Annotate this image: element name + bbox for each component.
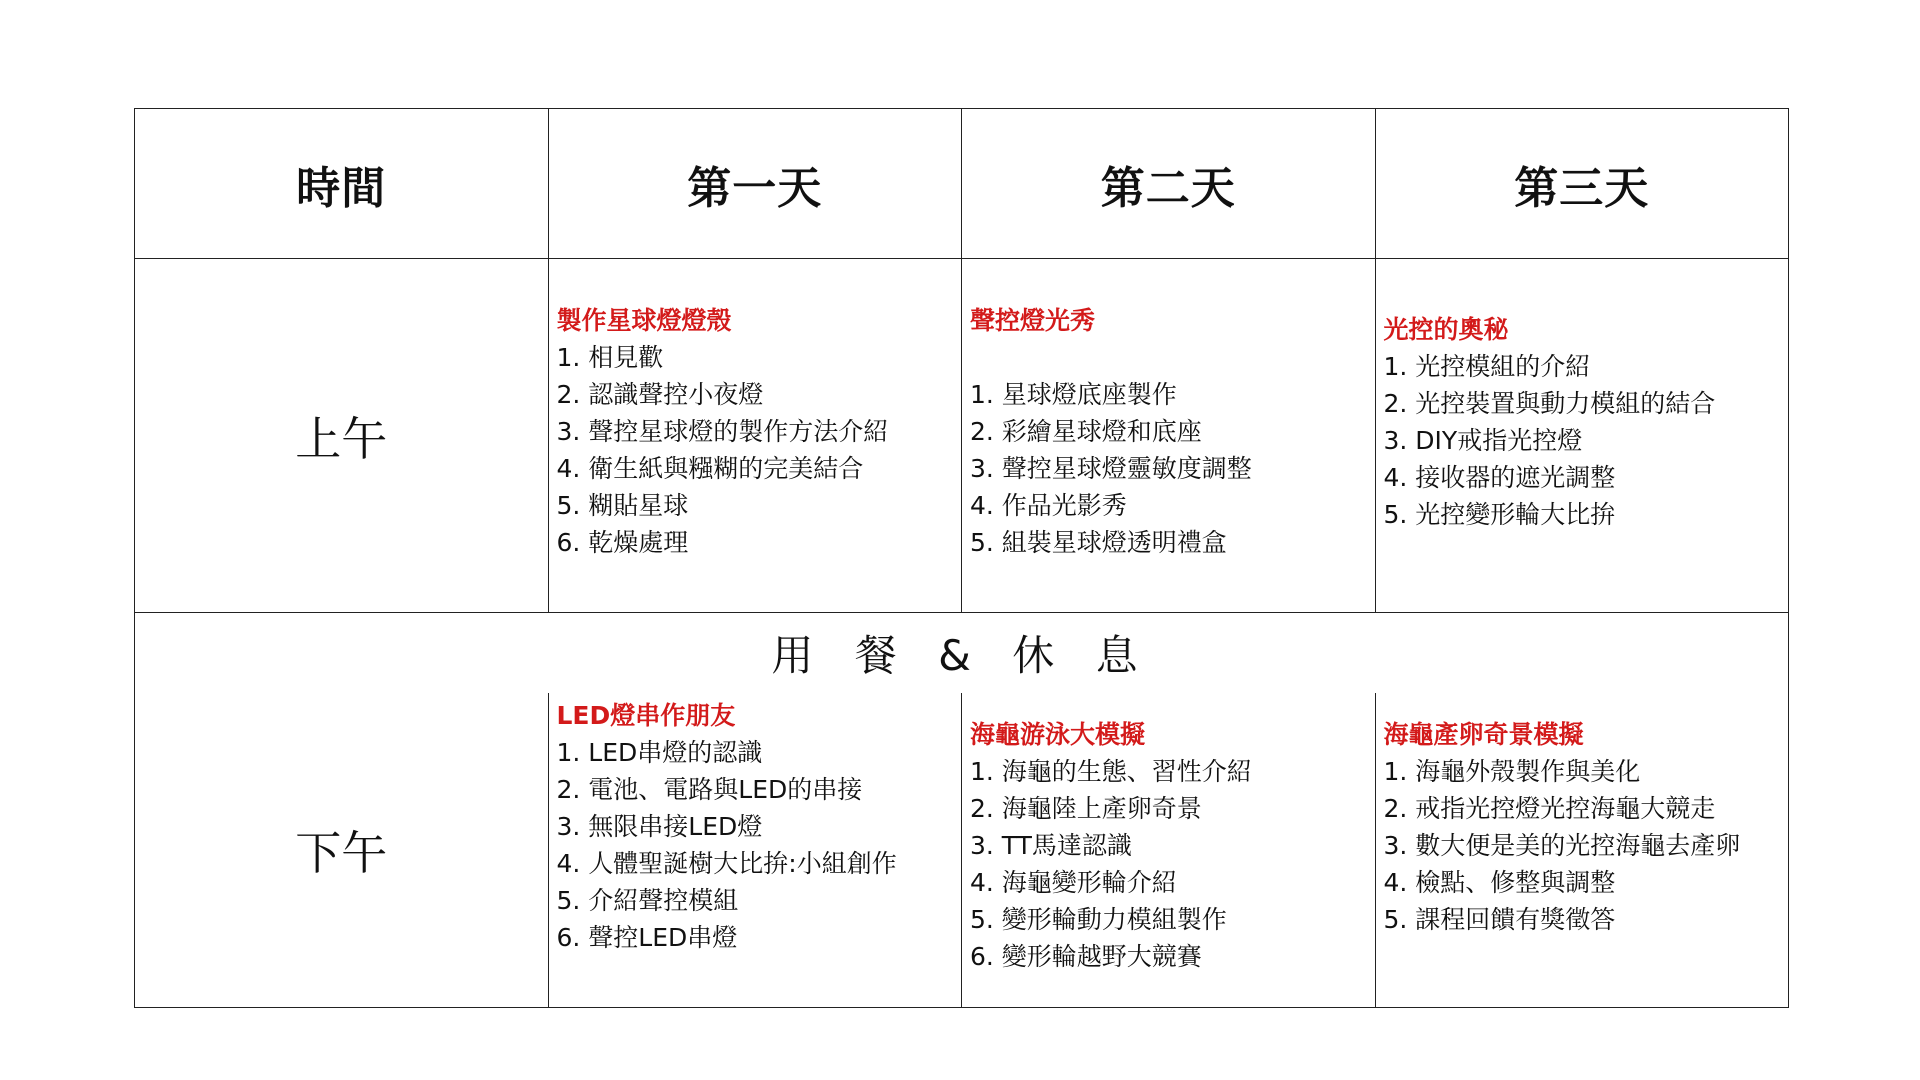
list-item: 6. 變形輪越野大競賽 (970, 942, 1202, 971)
header-row (135, 109, 1789, 259)
afternoon-day1-cell (548, 693, 962, 1008)
list-item: 4. 檢點、修整與調整 (1383, 868, 1616, 897)
list-item: 5. 課程回饋有獎徵答 (1383, 905, 1616, 934)
break-label: 用 餐 & 休 息 (135, 613, 1789, 693)
list-item: 2. 戒指光控燈光控海龜大競走 (1383, 794, 1716, 823)
list-item: 6. 聲控LED串燈 (556, 923, 738, 952)
list-item: 3. 聲控星球燈的製作方法介紹 (556, 417, 889, 446)
schedule-table (134, 108, 1789, 1008)
list-item: 2. 認識聲控小夜燈 (556, 380, 764, 409)
morning-label: 上午 (135, 259, 549, 613)
list-item: 3. 聲控星球燈靈敏度調整 (970, 454, 1252, 483)
afternoon-label: 下午 (135, 693, 549, 1008)
header-day2: 第二天 (962, 109, 1376, 259)
afternoon-day3-cell (1375, 693, 1789, 1008)
afternoon-day2-title: 海龜游泳大模擬 (970, 720, 1146, 749)
afternoon-day3-title: 海龜產卵奇景模擬 (1383, 720, 1584, 749)
list-item: 5. 光控變形輪大比拚 (1383, 499, 1616, 529)
morning-day2-cell (962, 259, 1376, 613)
list-item: 1. 相見歡 (556, 343, 664, 372)
list-item: 1. 海龜外殼製作與美化 (1383, 757, 1641, 786)
afternoon-day1-title: LED燈串作朋友 (556, 701, 736, 730)
morning-day1-title: 製作星球燈燈殼 (556, 306, 732, 335)
list-item: 4. 接收器的遮光調整 (1383, 462, 1616, 492)
list-item: 2. 彩繪星球燈和底座 (970, 417, 1202, 446)
header-day3: 第三天 (1375, 109, 1789, 259)
list-item: 5. 糊貼星球 (556, 491, 689, 520)
afternoon-day2-cell (962, 693, 1376, 1008)
list-item: 1. 星球燈底座製作 (970, 380, 1177, 409)
list-item: 1. 光控模組的介紹 (1383, 351, 1591, 381)
list-item: 4. 作品光影秀 (970, 491, 1127, 520)
header-time: 時間 (135, 109, 549, 259)
header-day1: 第一天 (548, 109, 962, 259)
morning-day2-title: 聲控燈光秀 (970, 306, 1096, 335)
list-item: 5. 組裝星球燈透明禮盒 (970, 528, 1227, 557)
list-item: 4. 人體聖誕樹大比拚:小組創作 (556, 849, 897, 878)
break-row (135, 613, 1789, 693)
list-item: 1. 海龜的生態、習性介紹 (970, 757, 1252, 786)
spacer (970, 339, 1367, 376)
list-item: 4. 海龜變形輪介紹 (970, 868, 1177, 897)
list-item: 3. TT馬達認識 (970, 831, 1132, 860)
list-item: 5. 介紹聲控模組 (556, 886, 739, 915)
list-item: 3. DIY戒指光控燈 (1383, 425, 1583, 455)
list-item: 4. 衛生紙與糨糊的完美結合 (556, 454, 864, 483)
list-item: 5. 變形輪動力模組製作 (970, 905, 1227, 934)
morning-day1-cell (548, 259, 962, 613)
list-item: 6. 乾燥處理 (556, 528, 689, 557)
morning-day3-cell (1375, 259, 1789, 613)
list-item: 2. 光控裝置與動力模組的結合 (1383, 388, 1716, 418)
list-item: 3. 數大便是美的光控海龜去產卵 (1383, 831, 1741, 860)
list-item: 2. 海龜陸上產卵奇景 (970, 794, 1202, 823)
afternoon-row (135, 693, 1789, 1008)
list-item: 2. 電池、電路與LED的串接 (556, 775, 863, 804)
morning-row (135, 259, 1789, 613)
list-item: 1. LED串燈的認識 (556, 738, 763, 767)
morning-day3-title: 光控的奧秘 (1383, 314, 1509, 344)
list-item: 3. 無限串接LED燈 (556, 812, 763, 841)
